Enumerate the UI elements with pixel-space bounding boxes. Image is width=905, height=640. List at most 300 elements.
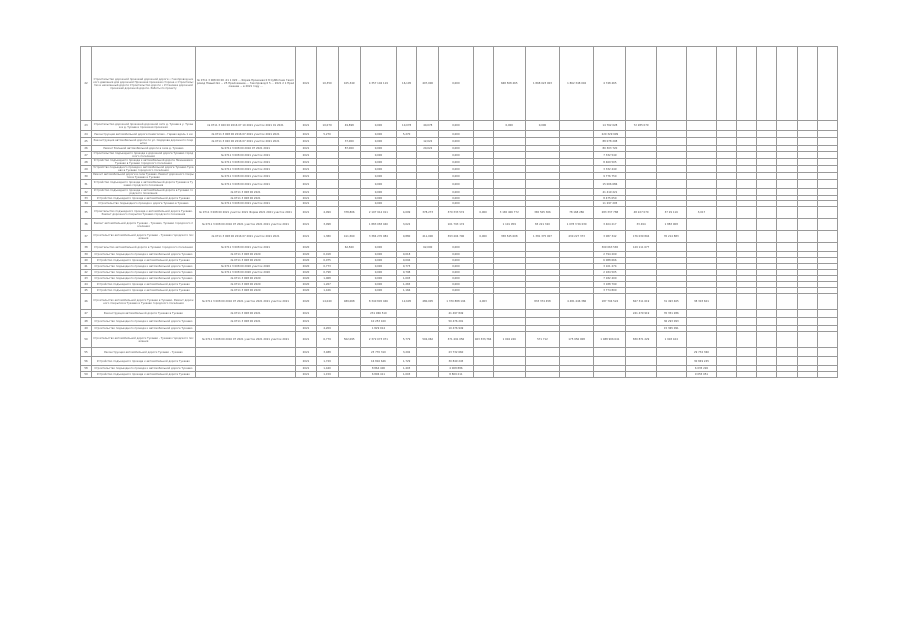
cell-empty [777, 131, 797, 138]
cell-g [473, 159, 493, 166]
cell-f: 0,000 [439, 131, 473, 138]
cell-c: 0,000 [360, 138, 396, 146]
cell-empty [757, 219, 777, 231]
table-row [81, 310, 838, 318]
cell-g [473, 131, 493, 138]
cell-desc: Устройство подъездного проезда к автомобильной дороге в Тукаево городского поселения [92, 189, 196, 196]
cell-f: 371 491 056 [439, 332, 473, 348]
cell-j: 1 862 348 002 [560, 47, 594, 121]
cell-yr: 2021 [296, 310, 316, 318]
cell-empty [717, 138, 737, 146]
cell-c: 0,000 [360, 288, 396, 294]
cell-c: 2 372 073 071 [360, 332, 396, 348]
cell-m [656, 243, 686, 252]
cell-a: 10,079 [316, 121, 338, 131]
cell-empty [757, 138, 777, 146]
cell-i: 1 868 023 003 [525, 47, 559, 121]
cell-l [626, 357, 656, 366]
cell-n: 56 [81, 357, 92, 366]
cell-obj: № 0711 3 008 00 2016 07 2021 участок 2021 2021 участок 2021 [195, 332, 296, 348]
cell-l [626, 131, 656, 138]
cell-desc: Строительство подъездного проезда к автомобильной дороге Тукаево [92, 276, 196, 282]
cell-i [525, 173, 559, 180]
cell-a [316, 310, 338, 318]
cell-d [397, 180, 417, 189]
cell-obj: № 0711 3 008 00 2016 07 2021 участок 2021 2021 [195, 231, 296, 243]
cell-empty [737, 47, 757, 121]
cell-f: 0,000 [439, 252, 473, 258]
cell-yr: 2021 [296, 152, 316, 159]
cell-empty [817, 318, 837, 326]
cell-f: 50 476 291 [439, 318, 473, 326]
cell-n: 32 [81, 189, 92, 196]
cell-j [560, 348, 594, 357]
cell-empty [737, 121, 757, 131]
cell-empty [797, 131, 817, 138]
cell-d: 0,773 [397, 264, 417, 270]
cell-n: 29 [81, 166, 92, 173]
cell-l: 830 871 229 [626, 332, 656, 348]
cell-n2: 29 732 360 [686, 348, 716, 357]
cell-empty [737, 294, 757, 310]
cell-empty [817, 166, 837, 173]
cell-yr: 2021 [296, 231, 316, 243]
cell-c: 23 770 310 [360, 348, 396, 357]
cell-empty [717, 166, 737, 173]
cell-empty [817, 152, 837, 159]
table-row [81, 294, 838, 310]
cell-empty [757, 332, 777, 348]
cell-a: 4,099 [316, 207, 338, 219]
cell-a [316, 180, 338, 189]
cell-desc: Строительство дорожной проезжей дорожной дороги • Газопровод низкого давления для дорожной Проезжая проезжая сторона к Строительство в населенный дороги Строительство дороги • Установка дорожной проезжей дорожной дороги. Работы по проекту [92, 47, 196, 121]
cell-empty [737, 131, 757, 138]
cell-c: 0,000 [360, 121, 396, 131]
cell-m [656, 152, 686, 159]
cell-k: 3 101 274 [594, 264, 626, 270]
cell-a: 0,773 [316, 264, 338, 270]
cell-m: 1 918 424 [656, 332, 686, 348]
cell-n: 30 [81, 173, 92, 180]
cell-a: 0,075 [316, 258, 338, 264]
cell-d: 1,003 [397, 372, 417, 378]
cell-desc: Строительство подъездного проезда к автомобильной дороге Тукаево [92, 326, 196, 332]
cell-empty [797, 357, 817, 366]
cell-d: 4,099 [397, 207, 417, 219]
cell-empty [717, 159, 737, 166]
table-row [81, 189, 838, 196]
cell-desc: Устройство подъездного проезда к автомобильной дороге Тукаево [92, 372, 196, 378]
cell-f: 0,000 [439, 180, 473, 189]
cell-g [473, 138, 493, 146]
cell-empty [757, 121, 777, 131]
cell-n: 49 [81, 326, 92, 332]
cell-d [397, 310, 417, 318]
cell-c: 16 816 646 [360, 357, 396, 366]
cell-empty [817, 207, 837, 219]
cell-d: 12,695 [397, 294, 417, 310]
cell-yr: 2021 [296, 146, 316, 152]
cell-n: 26 [81, 146, 92, 152]
cell-g [473, 173, 493, 180]
cell-b: 378,806 [338, 207, 360, 219]
cell-obj: № 0711 3 008 00 2021 [195, 189, 296, 196]
cell-g [473, 348, 493, 357]
cell-d: 1,265 [397, 282, 417, 288]
cell-g [473, 180, 493, 189]
cell-n: 46 [81, 294, 92, 310]
cell-n: 58 [81, 366, 92, 372]
cell-empty [757, 318, 777, 326]
cell-d: 1,729 [397, 357, 417, 366]
cell-m [656, 121, 686, 131]
cell-obj [195, 372, 296, 378]
cell-desc: Строительство подъездного проезда к автомобильной дороге Тукаево [92, 318, 196, 326]
cell-j: 1 078 3 56 030 [560, 219, 594, 231]
cell-obj [195, 357, 296, 366]
cell-a [316, 318, 338, 326]
cell-e [417, 348, 439, 357]
cell-l [626, 348, 656, 357]
table-row [81, 131, 838, 138]
cell-f: 23 732 660 [439, 348, 473, 357]
cell-f: 0,000 [439, 282, 473, 288]
cell-yr: 2021 [296, 159, 316, 166]
cell-j [560, 180, 594, 189]
cell-d [397, 152, 417, 159]
cell-d: 0,798 [397, 270, 417, 276]
cell-desc: Устройство подъездного проезда к автомобильной дороге Тукаево [92, 258, 196, 264]
cell-a: 1,440 [316, 366, 338, 372]
cell-n2: 3,017 [686, 207, 716, 219]
cell-d: 0,018 [397, 252, 417, 258]
cell-e [417, 372, 439, 378]
cell-n2 [686, 189, 716, 196]
cell-f: 0,000 [439, 258, 473, 264]
cell-a: 3,488 [316, 348, 338, 357]
cell-obj: № 0711 3 008 00 2021 участок 2021 [195, 201, 296, 207]
cell-b [338, 180, 360, 189]
cell-a: 6,779 [316, 332, 338, 348]
cell-n: 59 [81, 372, 92, 378]
cell-f: 8 809 211 [439, 372, 473, 378]
cell-yr: 2021 [296, 207, 316, 219]
cell-empty [737, 231, 757, 243]
cell-b: 37,000 [338, 138, 360, 146]
cell-e [417, 173, 439, 180]
cell-empty [817, 173, 837, 180]
table-row [81, 318, 838, 326]
cell-yr: 2021 [296, 189, 316, 196]
cell-desc: Устройство подъездного проезда к автомобильной дороге Тукаево [92, 196, 196, 201]
cell-yr: 2020 [296, 294, 316, 310]
cell-empty [737, 138, 757, 146]
cell-yr: 2021 [296, 196, 316, 201]
cell-desc: Строительство подъездного проезда к автомобильной дороге Тукаево. Ремонт дорожного покрытия Тукаево городского поселения [92, 207, 196, 219]
cell-n2 [686, 243, 716, 252]
cell-k: 3 188 799 [594, 282, 626, 288]
cell-empty [817, 189, 837, 196]
table-row [81, 121, 838, 131]
cell-n: 47 [81, 310, 92, 318]
cell-k: 80 303 720 [594, 146, 626, 152]
cell-empty [717, 47, 737, 121]
cell-empty [777, 152, 797, 159]
cell-empty [797, 231, 817, 243]
cell-a: 1,729 [316, 357, 338, 366]
cell-desc: Устройство подъездного проезда к автомобильной дороге Тукаево [92, 357, 196, 366]
cell-b: 49,898 [338, 121, 360, 131]
cell-yr: 2021 [296, 180, 316, 189]
cell-m: 35 214 883 [656, 231, 686, 243]
cell-g [473, 166, 493, 173]
cell-h [493, 166, 525, 173]
cell-empty [757, 294, 777, 310]
cell-j: 175 956 008 [560, 332, 594, 348]
cell-k: 283 337 788 [594, 207, 626, 219]
cell-empty [737, 173, 757, 180]
cell-l [626, 159, 656, 166]
cell-i: 1 381 375 007 [525, 231, 559, 243]
cell-i [525, 159, 559, 166]
cell-g: 0,000 [473, 207, 493, 219]
cell-e [417, 318, 439, 326]
cell-i: 571 712 [525, 332, 559, 348]
cell-l [626, 152, 656, 159]
cell-yr: 2021 [296, 332, 316, 348]
cell-i [525, 310, 559, 318]
cell-l [626, 47, 656, 121]
cell-l: 72 285 079 [626, 121, 656, 131]
cell-f: 1 370 888 194 [439, 294, 473, 310]
cell-empty [777, 166, 797, 173]
cell-desc: Устройство подъездного проезда к автомобильной дороге Нижнекамск Тукаево в Тукаево городского поселения [92, 159, 196, 166]
cell-f: 101 793 174 [439, 219, 473, 231]
cell-yr: 2020 [296, 288, 316, 294]
cell-i [525, 189, 559, 196]
cell-f: 0,000 [439, 47, 473, 121]
cell-m: 1 883 008 [656, 219, 686, 231]
cell-k: 309 063 565 [594, 243, 626, 252]
cell-k [594, 310, 626, 318]
cell-n2 [686, 159, 716, 166]
cell-empty [717, 180, 737, 189]
cell-d [397, 318, 417, 326]
cell-b [338, 173, 360, 180]
cell-c: 0,000 [360, 196, 396, 201]
cell-m: 15 365 091 [656, 326, 686, 332]
cell-empty [717, 152, 737, 159]
cell-empty [757, 207, 777, 219]
cell-e [417, 166, 439, 173]
cell-n2: 6 035 226 [686, 366, 716, 372]
cell-k: 8 469 505 [594, 159, 626, 166]
cell-d: 5,270 [397, 131, 417, 138]
cell-yr: 2021 [296, 131, 316, 138]
cell-b [338, 159, 360, 166]
cell-n: 44 [81, 282, 92, 288]
cell-f: 0,000 [439, 166, 473, 173]
cell-empty [797, 243, 817, 252]
cell-obj: № 0711 3 008 00 2021 участок 2021 [195, 180, 296, 189]
cell-d: 0,094 [397, 258, 417, 264]
cell-f: 10 476 949 [439, 326, 473, 332]
cell-empty [797, 166, 817, 173]
cell-l: 847 311 619 [626, 294, 656, 310]
cell-g [473, 372, 493, 378]
cell-n: 34 [81, 201, 92, 207]
cell-c: 0,000 [360, 152, 396, 159]
cell-obj: № 0711 3 008 00 2020 участок 2020 [195, 270, 296, 276]
cell-empty [737, 243, 757, 252]
cell-n: 28 [81, 159, 92, 166]
cell-l: 33 494 [626, 219, 656, 231]
cell-empty [737, 159, 757, 166]
cell-e: 502,062 [417, 332, 439, 348]
cell-yr: 2020 [296, 276, 316, 282]
cell-l [626, 138, 656, 146]
cell-empty [797, 121, 817, 131]
cell-j [560, 357, 594, 366]
cell-d [397, 189, 417, 196]
cell-empty [737, 332, 757, 348]
cell-d: 0,880 [397, 231, 417, 243]
cell-yr: 2021 [296, 372, 316, 378]
cell-empty [777, 372, 797, 378]
cell-i [525, 131, 559, 138]
cell-obj: № 0711 3 008 00 2020 [195, 282, 296, 288]
cell-c: 0,000 [360, 159, 396, 166]
cell-empty [757, 310, 777, 318]
cell-m [656, 348, 686, 357]
cell-e [417, 219, 439, 231]
table-row [81, 357, 838, 366]
cell-empty [757, 166, 777, 173]
table-row [81, 207, 838, 219]
cell-obj: № 0711 3 008 00 2021 участок 2021 [195, 152, 296, 159]
cell-g [473, 243, 493, 252]
cell-k: 41 419 221 [594, 189, 626, 196]
cell-d [397, 243, 417, 252]
cell-l: 176 039 804 [626, 231, 656, 243]
cell-yr: 2021 [296, 357, 316, 366]
table-row [81, 332, 838, 348]
cell-empty [757, 357, 777, 366]
cell-e: 378,273 [417, 207, 439, 219]
cell-l [626, 180, 656, 189]
cell-a [316, 138, 338, 146]
cell-empty [777, 219, 797, 231]
cell-empty [817, 131, 837, 138]
cell-desc: Ремонт Большой автомобильной дороги в селе д. Тукаево [92, 146, 196, 152]
cell-b: 105,349 [338, 47, 360, 121]
cell-desc: Строительство подъездного проезда к автомобильной дороге Тукаево [92, 252, 196, 258]
cell-empty [757, 372, 777, 378]
cell-yr: 2021 [296, 166, 316, 173]
cell-g [473, 310, 493, 318]
cell-i [525, 372, 559, 378]
cell-empty [737, 166, 757, 173]
cell-empty [757, 152, 777, 159]
cell-empty [717, 207, 737, 219]
table-row [81, 47, 838, 121]
cell-j [560, 372, 594, 378]
cell-c: 2 197 914 011 [360, 207, 396, 219]
cell-c: 231 966 510 [360, 310, 396, 318]
cell-c: 4 357 104 119 [360, 47, 396, 121]
cell-e [417, 159, 439, 166]
cell-obj: № 0711 3 008 00 2021 [195, 318, 296, 326]
cell-empty [777, 180, 797, 189]
cell-e: 12,022 [417, 138, 439, 146]
cell-d: 5,779 [397, 332, 417, 348]
cell-empty [777, 173, 797, 180]
spreadsheet-page [80, 46, 838, 378]
cell-g [473, 357, 493, 366]
cell-empty [817, 219, 837, 231]
cell-empty [717, 357, 737, 366]
cell-desc: Реконструкция автомобильной дороги Тукаево - Тукаево [92, 348, 196, 357]
cell-d [397, 173, 417, 180]
cell-c: 8 340 845 046 [360, 294, 396, 310]
cell-f: 4 008 886 [439, 366, 473, 372]
cell-f: 0,000 [439, 196, 473, 201]
cell-c: 1 883 083 040 [360, 219, 396, 231]
cell-empty [737, 357, 757, 366]
table-row [81, 159, 838, 166]
cell-desc: Строительство дорожной проезжей дорожной сети д. Тукаев в у. Тукаев в д. Тукаев и проезжая проезжая [92, 121, 196, 131]
cell-a: 10,350 [316, 47, 338, 121]
cell-n: 40 [81, 258, 92, 264]
cell-empty [777, 47, 797, 121]
cell-c: 0,000 [360, 146, 396, 152]
cell-yr: 2021 [296, 121, 316, 131]
cell-n2 [686, 138, 716, 146]
cell-i [525, 166, 559, 173]
cell-empty [777, 318, 797, 326]
cell-k: 11 297 205 [594, 201, 626, 207]
cell-empty [757, 243, 777, 252]
cell-empty [817, 243, 837, 252]
cell-h [493, 180, 525, 189]
cell-empty [817, 138, 837, 146]
cell-k [594, 348, 626, 357]
cell-desc: Строительство подъездного проезда к автомобильной дороге Тукаево [92, 264, 196, 270]
cell-n: 37 [81, 231, 92, 243]
table-row [81, 372, 838, 378]
cell-k: 1 488 906 641 [594, 332, 626, 348]
cell-obj [195, 348, 296, 357]
cell-e [417, 189, 439, 196]
cell-f: 0,000 [439, 152, 473, 159]
cell-empty [777, 121, 797, 131]
cell-h [493, 318, 525, 326]
cell-empty [757, 189, 777, 196]
cell-n2 [686, 131, 716, 138]
cell-desc: Устройство подъездного проезда к автомобильной дороге Тукаево [92, 282, 196, 288]
cell-l [626, 318, 656, 326]
table-row [81, 138, 838, 146]
cell-empty [717, 219, 737, 231]
cell-c: 0,000 [360, 166, 396, 173]
cell-c: 3 384 270 084 [360, 231, 396, 243]
cell-n2 [686, 180, 716, 189]
cell-empty [817, 372, 837, 378]
cell-a: 1,068 [316, 276, 338, 282]
cell-k: 9 776 750 [594, 173, 626, 180]
cell-k: 4 748 465 [594, 47, 626, 121]
cell-yr: 2021 [296, 348, 316, 357]
